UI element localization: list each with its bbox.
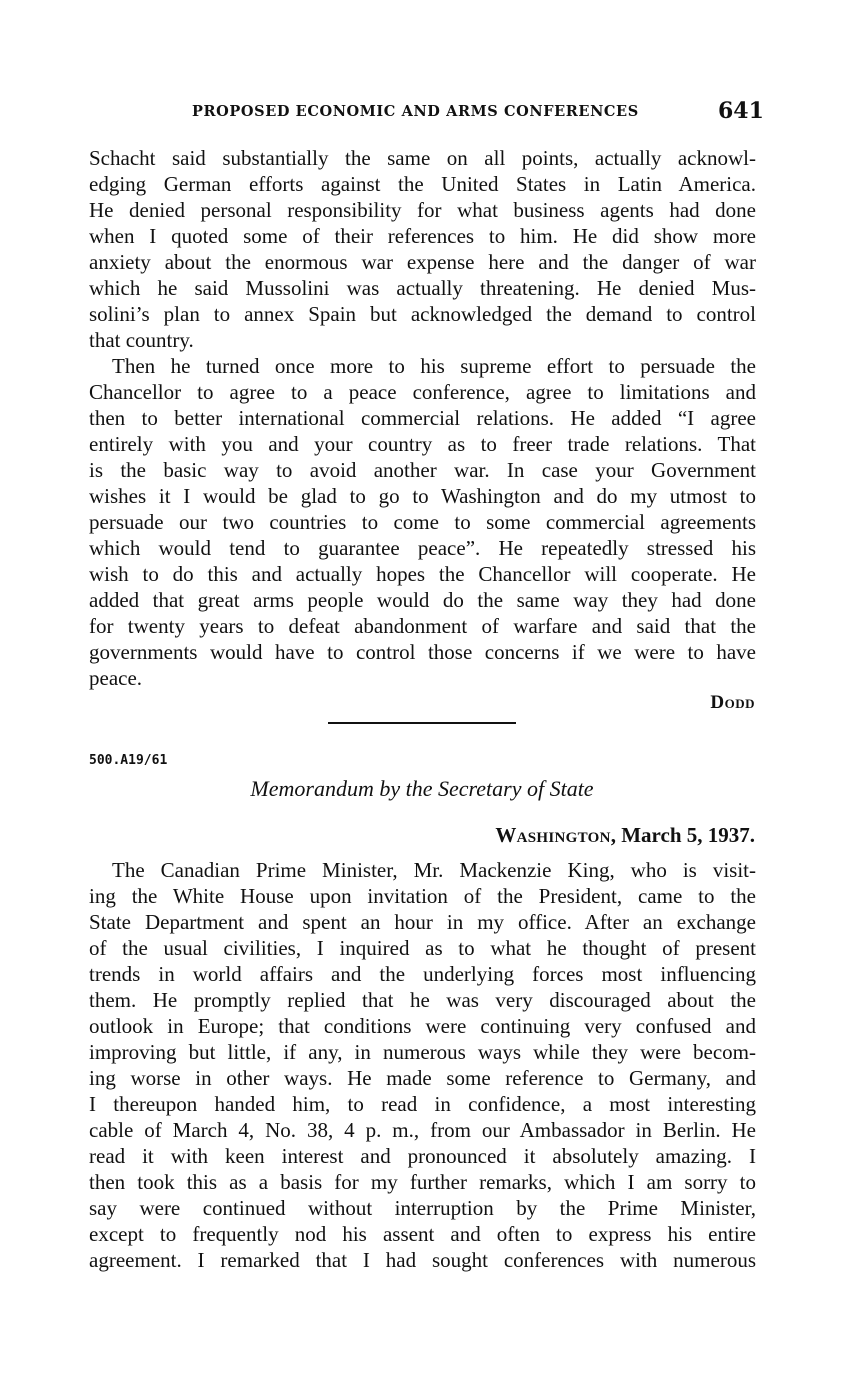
text-line: ing the White House upon invitation of the President, came to the (89, 884, 756, 908)
text-line: outlook in Europe; that conditions were continuing very confused and (89, 1014, 756, 1038)
text-line: cable of March 4, No. 38, 4 p. m., from our Ambassador in Berlin. He (89, 1118, 756, 1142)
text-line: added that great arms people would do the same way they had done (89, 588, 756, 612)
text-line: Chancellor to agree to a peace conference, agree to limitations and (89, 380, 756, 404)
text-line: State Department and spent an hour in my office. After an exchange (89, 910, 756, 934)
text-line: except to frequently nod his assent and often to express his entire (89, 1222, 756, 1246)
text-line: peace. (89, 666, 143, 690)
text-line: He denied personal responsibility for what business agents had done (89, 198, 756, 222)
text-line: which he said Mussolini was actually threatening. He denied Mus- (89, 276, 756, 300)
text-line: then took this as a basis for my further remarks, which I am sorry to (89, 1170, 756, 1194)
text-line: improving but little, if any, in numerous ways while they were becom- (89, 1040, 756, 1064)
text-line: entirely with you and your country as to freer trade relations. That (89, 432, 756, 456)
page-number: 641 (718, 98, 764, 124)
dateline-date: , March 5, 1937. (610, 823, 755, 847)
document-title: Memorandum by the Secretary of State (250, 776, 594, 801)
text-line: governments would have to control those concerns if we were to have (89, 640, 756, 664)
text-line: is the basic way to avoid another war. In case your Government (89, 458, 756, 482)
file-number: 500.A19/61 (89, 753, 168, 768)
text-line: for twenty years to defeat abandonment of warfare and said that the (89, 614, 756, 638)
text-line: Then he turned once more to his supreme effort to persuade the (112, 354, 756, 378)
text-line: when I quoted some of their references to him. He did show more (89, 224, 756, 248)
section-divider (328, 722, 516, 724)
dateline-place: Washington (495, 823, 611, 847)
text-line: solini’s plan to annex Spain but acknowledged the demand to control (89, 302, 756, 326)
text-line: The Canadian Prime Minister, Mr. Mackenzie King, who is visit- (112, 858, 756, 882)
dateline (495, 823, 755, 848)
text-line: Schacht said substantially the same on all points, actually acknowl- (89, 146, 756, 170)
text-line: wishes it I would be glad to go to Washington and do my utmost to (89, 484, 756, 508)
running-head: PROPOSED ECONOMIC AND ARMS CONFERENCES (192, 103, 639, 120)
text-line: agreement. I remarked that I had sought conferences with numerous (89, 1248, 756, 1272)
text-line: that country. (89, 328, 194, 352)
signature: Dodd (710, 692, 755, 713)
text-line: edging German efforts against the United States in Latin America. (89, 172, 756, 196)
text-line: wish to do this and actually hopes the Chancellor will cooperate. He (89, 562, 756, 586)
text-line: persuade our two countries to come to some commercial agreements (89, 510, 756, 534)
text-line: of the usual civilities, I inquired as to what he thought of present (89, 936, 756, 960)
text-line: anxiety about the enormous war expense here and the danger of war (89, 250, 756, 274)
text-line: ing worse in other ways. He made some reference to Germany, and (89, 1066, 756, 1090)
text-line: them. He promptly replied that he was very discouraged about the (89, 988, 756, 1012)
text-line: say were continued without interruption by the Prime Minister, (89, 1196, 756, 1220)
text-line: I thereupon handed him, to read in confidence, a most interesting (89, 1092, 756, 1116)
text-line: read it with keen interest and pronounced it absolutely amazing. I (89, 1144, 756, 1168)
text-line: which would tend to guarantee peace”. He repeatedly stressed his (89, 536, 756, 560)
text-line: then to better international commercial relations. He added “I agree (89, 406, 756, 430)
text-line: trends in world affairs and the underlying forces most influencing (89, 962, 756, 986)
